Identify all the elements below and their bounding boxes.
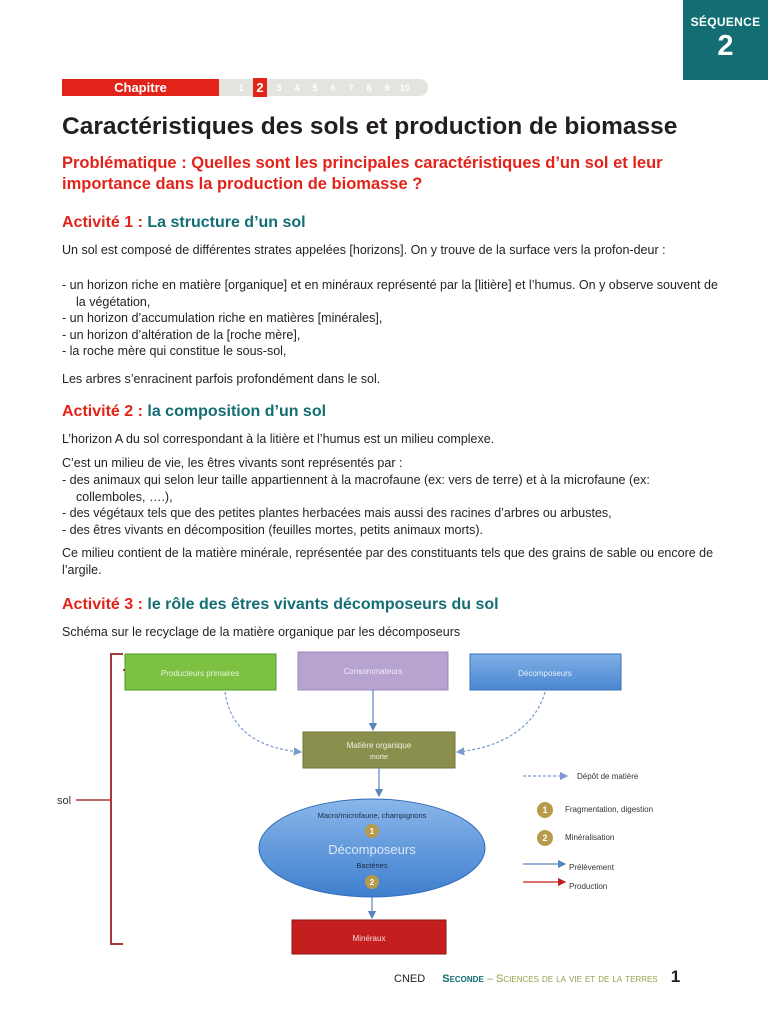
legend-step-2-number: 2: [542, 833, 548, 843]
legend-frag-label: Fragmentation, digestion: [565, 805, 654, 814]
legend-prod-label: Production: [569, 882, 608, 891]
chapter-numbers: [232, 79, 414, 96]
chapter-number: 3: [276, 82, 282, 93]
ellipse-top-label: Macro/microfaune, champignons: [317, 811, 427, 820]
activity-2-paragraph: Ce milieu contient de la matière minérale, représentée par des constituants tels que des grains de sable ou encore de l’argile.: [62, 546, 714, 577]
chapter-number: 6: [330, 82, 336, 93]
step-2-label: 2: [369, 878, 375, 887]
decomposition-diagram: [55, 648, 695, 958]
sol-label: sol: [57, 795, 72, 807]
sequence-badge: [683, 0, 768, 80]
activity-2-paragraph: L’horizon A du sol correspondant à la litière et l’humus est un milieu complexe.: [62, 432, 495, 446]
activity-3-title: le rôle des êtres vivants décomposeurs du sol: [147, 596, 499, 613]
activity-3-intro: Schéma sur le recyclage de la matière organique par les décomposeurs: [62, 625, 461, 639]
decomposeurs-box-label: Décomposeurs: [518, 669, 572, 678]
activity-1-list: [62, 277, 722, 360]
activity-2-title: la composition d’un sol: [147, 403, 327, 420]
activity-3-heading: [62, 596, 499, 614]
matiere-organique-label-2: morte: [370, 754, 388, 761]
list-item: - un horizon d’accumulation riche en matières [minérales],: [62, 311, 383, 325]
footer-subject: – Sciences de la vie et de la terres: [486, 973, 658, 985]
page-number: 1: [670, 967, 681, 986]
chapter-number-active: 2: [253, 78, 267, 97]
matiere-organique-box: [303, 732, 455, 768]
mineraux-label: Minéraux: [352, 934, 386, 943]
activity-1-intro: Un sol est composé de différentes strates appelées [horizons]. On y trouve de la surface vers la profon-deur :: [62, 243, 666, 257]
sequence-number: 2: [717, 30, 734, 62]
list-item: - la roche mère qui constitue le sous-sol,: [62, 344, 287, 358]
legend-depot-label: Dépôt de matière: [577, 772, 639, 781]
activity-2-paragraph: C’est un milieu de vie, les êtres vivants sont représentés par :: [62, 456, 403, 470]
step-1-label: 1: [369, 827, 375, 836]
chapter-number: 4: [294, 82, 300, 93]
activity-1-number: Activité 1 :: [62, 214, 143, 231]
ellipse-main-label: Décomposeurs: [328, 842, 416, 857]
activity-2-heading: [62, 403, 326, 421]
arrow-producteurs-matiere: [225, 692, 301, 752]
sequence-label: SÉQUENCE: [690, 15, 761, 29]
footer-seconde: Seconde: [442, 973, 484, 985]
legend-min-label: Minéralisation: [565, 833, 615, 842]
list-item: - un horizon d’altération de la [roche mère],: [62, 327, 301, 342]
page-title: Caractéristiques des sols et production de biomasse: [62, 113, 678, 140]
activity-1-outro: Les arbres s’enracinent parfois profondément dans le sol.: [62, 372, 381, 386]
chapter-label: Chapitre: [114, 80, 167, 95]
footer-cned: CNED: [394, 973, 426, 985]
chapter-number: 9: [384, 82, 390, 93]
legend-step-1-number: 1: [542, 805, 548, 815]
producteurs-label: Producteurs primaires: [160, 669, 240, 678]
arrow-decomposeurs-matiere: [457, 692, 545, 752]
chapter-number: 5: [312, 82, 318, 93]
ellipse-bottom-label: Bactéries: [356, 861, 388, 870]
activity-2-list: [62, 472, 722, 538]
activity-1-heading: [62, 214, 306, 232]
chapter-number: 7: [348, 82, 354, 93]
chapter-number: 10: [399, 82, 410, 93]
list-item: - des végétaux tels que des petites plantes herbacées mais aussi des racines d’arbres ou arbustes,: [62, 506, 612, 520]
chapter-number: 8: [366, 82, 372, 93]
matiere-organique-label: Matière organique: [346, 741, 412, 750]
page-footer: [394, 967, 680, 987]
list-item: - des animaux qui selon leur taille appartiennent à la macrofaune (ex: vers de terre) et à la microfaune (ex: collemboles, ….),: [62, 473, 650, 504]
activity-2-number: Activité 2 :: [62, 403, 143, 420]
problematique: Problématique : Quelles sont les principales caractéristiques d’un sol et leur importance dans la production de biomasse ?: [62, 154, 663, 193]
list-item: - un horizon riche en matière [organique] et en minéraux représenté par la [litière] et l’humus. On y observe souvent de la végétation,: [62, 278, 718, 309]
list-item: - des êtres vivants en décomposition (feuilles mortes, petits animaux morts).: [62, 522, 484, 537]
chapter-number: 1: [238, 82, 244, 93]
sol-bracket: [111, 654, 123, 944]
activity-3-number: Activité 3 :: [62, 596, 143, 613]
consommateurs-label: Consommateurs: [343, 667, 403, 676]
activity-1-title: La structure d’un sol: [147, 214, 306, 231]
legend-prelev-label: Prélèvement: [569, 863, 614, 872]
